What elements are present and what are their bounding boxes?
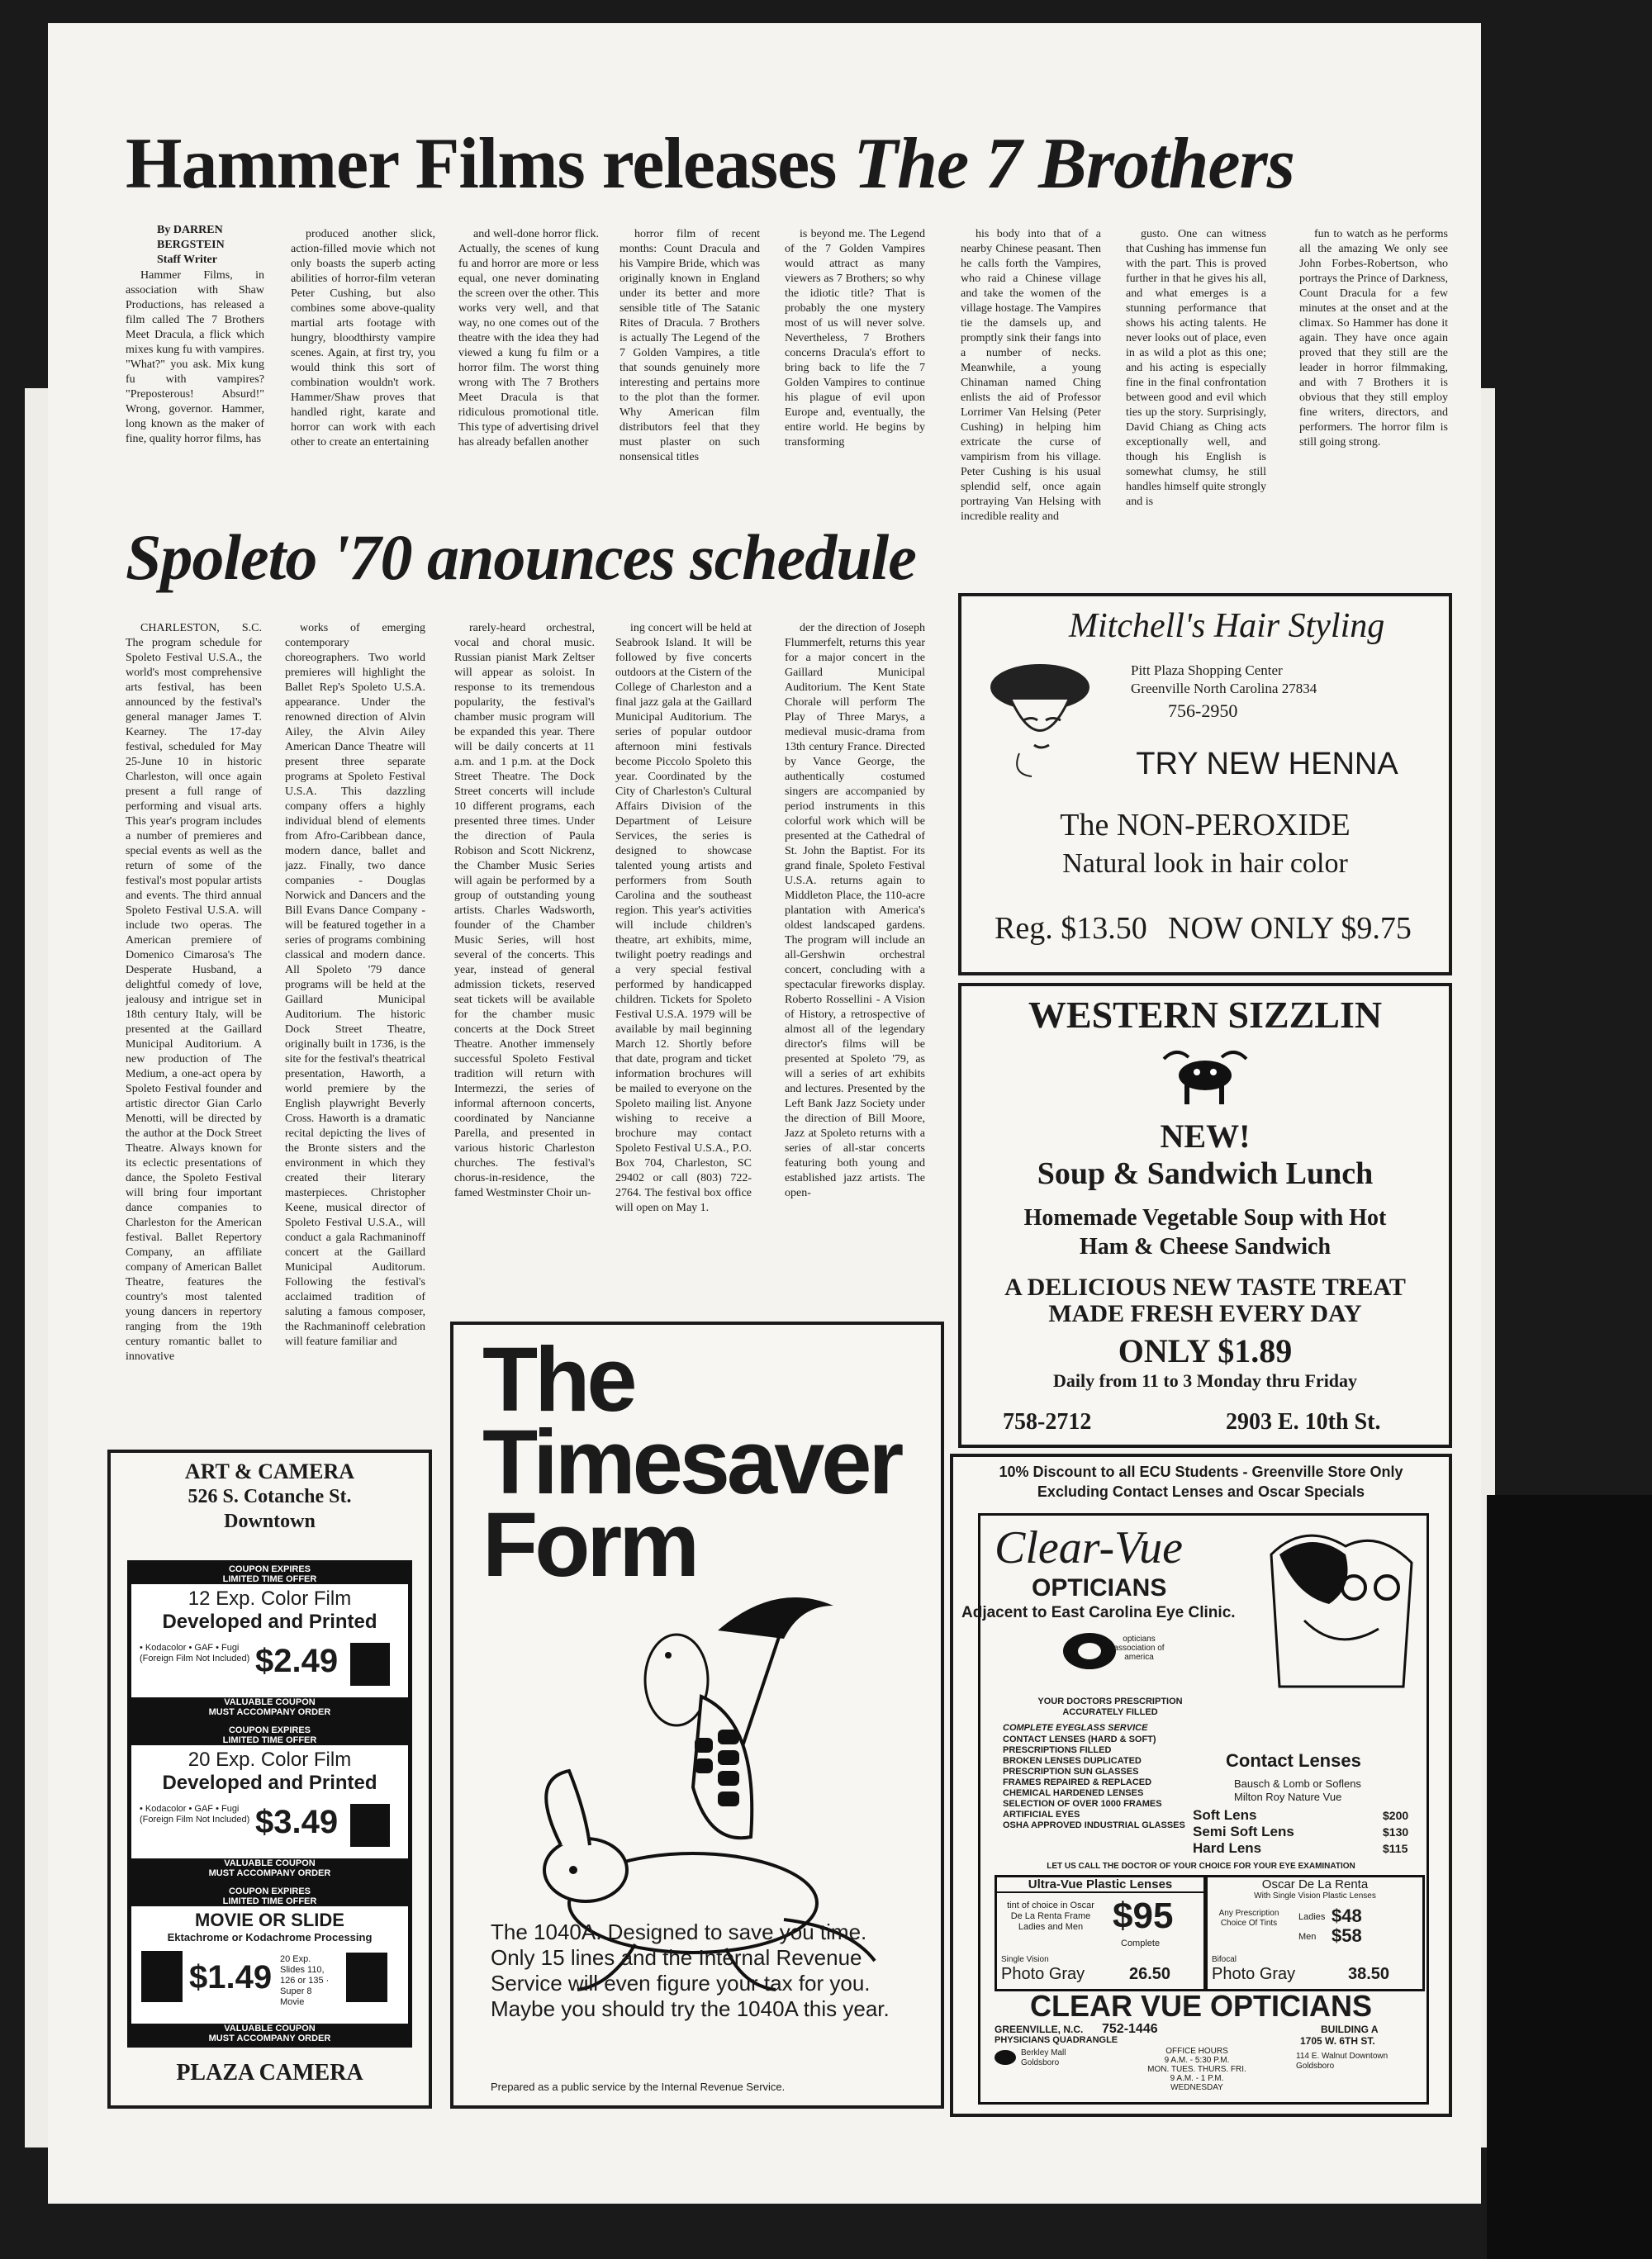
clearvue-building: BUILDING A — [1321, 2024, 1379, 2035]
service-item: BROKEN LENSES DUPLICATED — [1003, 1756, 1142, 1766]
camera-location: Downtown — [224, 1511, 316, 1532]
bifocal-label: Bifocal — [1212, 1955, 1237, 1964]
ultra-desc: tint of choice in Oscar De La Renta Frame Ladies and Men — [1007, 1901, 1094, 1932]
clearvue-logo: Clear-Vue — [995, 1522, 1183, 1573]
couple-glasses-illustration — [1255, 1521, 1420, 1695]
coupon-limited: LIMITED TIME OFFER — [131, 1896, 408, 1906]
coupon-price: $3.49 — [255, 1804, 339, 1840]
coupon-limited: LIMITED TIME OFFER — [131, 1735, 408, 1745]
clearvue-phone: 752-1446 — [1102, 2022, 1158, 2036]
clearvue-rx-1: YOUR DOCTORS PRESCRIPTION — [1037, 1697, 1183, 1706]
coupon-title: 20 Exp. Color Film — [188, 1749, 352, 1771]
irs-footer: Prepared as a public service by the Internal Revenue Service. — [491, 2081, 786, 2093]
clearvue-hard: Hard Lens — [1193, 1840, 1262, 1856]
western-item-2: Ham & Cheese Sandwich — [1079, 1234, 1332, 1260]
western-new: NEW! — [1160, 1118, 1251, 1155]
service-item: CHEMICAL HARDENED LENSES — [1003, 1788, 1144, 1798]
coupon-limited: LIMITED TIME OFFER — [131, 1574, 408, 1584]
clearvue-brands-1: Bausch & Lomb or Soflens — [1234, 1777, 1361, 1790]
coupon-12-exp[interactable] — [127, 1560, 412, 1721]
clearvue-contact-title: Contact Lenses — [1226, 1750, 1361, 1771]
single-vision-label: Single Vision — [1001, 1955, 1049, 1964]
service-item: OSHA APPROVED INDUSTRIAL GLASSES — [1003, 1820, 1185, 1830]
oscar-men: Men — [1298, 1932, 1317, 1942]
hours-line: 9 A.M. - 5:30 P.M. — [1164, 2056, 1230, 2065]
clearvue-footer-name: CLEAR VUE OPTICIANS — [1029, 1989, 1373, 2023]
coupon-accompany: MUST ACCOMPANY ORDER — [131, 1868, 408, 1878]
article2-col-2: works of emerging contemporary choreographers. Two world premieres will highlight the Ballet Rep's Spoleto U.S.A. appearance. Under the renowned direction of Alvin Ailey, the Alvin Ailey American Dance Theatre will present three separate programs at Spoleto Festival U.S.A. This dazzling company offers a highly individual blend of elements from Afro-Caribbean dance, modern dance, ballet and jazz. Finally, two dance companies - Douglas Norwick and Dancers and the Bill Evans Dance Company - will be featured together in a series of programs combining classical and modern dance. All Spoleto '79 dance programs will be held at the Gaillard Municipal Auditorium. The historic Dock Street Theatre, originally built in 1736, is the site for the festival's theatrical presentation, Haworth, a world premiere by the English playwright Beverly Cross. Haworth is a dramatic recital depicting the lives of the Bronte sisters and the environment in which they created their literary masterpieces. Christopher Keene, musical director of Spoleto Festival U.S.A., will conduct a gala Rachmaninoff concert at the Gaillard Municipal Auditorum. Following the festival's acclaimed tradition of saluting a famous composer, the Rachmaninoff celebration will feature familiar and — [285, 622, 425, 1348]
mitchells-name: Mitchell's Hair Styling — [1069, 607, 1385, 645]
mitchells-regular-price: Reg. $13.50 — [995, 911, 1147, 946]
film-box-icon — [350, 1643, 390, 1686]
coupon-subtitle: Ektachrome or Kodachrome Processing — [167, 1931, 373, 1943]
irs-title-2: Timesaver — [482, 1412, 901, 1513]
film-box-icon — [350, 1804, 390, 1847]
ultra-vue-box — [995, 1875, 1206, 1991]
service-item: PRESCRIPTION SUN GLASSES — [1003, 1767, 1139, 1777]
ultra-complete: Complete — [1121, 1939, 1161, 1948]
coupon-expires: COUPON EXPIRES — [131, 1886, 408, 1896]
clearvue-exclusion: Excluding Contact Lenses and Oscar Specials — [1037, 1483, 1365, 1500]
article1-col-3: and well-done horror flick. Actually, the scenes of kung fu and horror are more or less equal, one never dominating the screen over the other. This works very well, and that way, no one comes out of the theatre with the idea they had viewed a kung fu film or a horror film. The worst thing wrong with The 7 Brothers Meet Dracula is that ridiculous promotional title. This type of advertising drivel has already befallen another — [458, 228, 599, 448]
camera-footer: PLAZA CAMERA — [176, 2060, 363, 2086]
service-item: FRAMES REPAIRED & REPLACED — [1003, 1777, 1152, 1787]
clearvue-soft: Soft Lens — [1193, 1807, 1257, 1823]
western-tagline-1: A DELICIOUS NEW TASTE TREAT — [1004, 1274, 1406, 1301]
irs-timesaver-ad — [450, 1322, 944, 2109]
western-phone: 758-2712 — [1003, 1409, 1092, 1435]
camera-address: 526 S. Cotanche St. — [188, 1486, 352, 1507]
clear-vue-ad — [950, 1454, 1452, 2117]
article1-col-4: horror film of recent months: Count Dracula and his Vampire Bride, which was originally known in England under its better and more sensible title of The Satanic Rites of Dracula. 7 Brothers is actually The Legend of the 7 Golden Vampires, a title that sounds genuinely more interesting and pertains more to the plot than the former. Why American film distributors feel that they must plaster on such nonsensical titles — [620, 228, 760, 463]
coupon-accompany: MUST ACCOMPANY ORDER — [131, 2034, 408, 2043]
mitchells-sale-price: NOW ONLY $9.75 — [1168, 911, 1412, 946]
bifocal-price: 38.50 — [1348, 1965, 1390, 1983]
clearvue-soft-price: $200 — [1383, 1809, 1409, 1822]
berkley-logo-icon — [995, 2050, 1016, 2065]
coupon-movie-slide[interactable] — [127, 1882, 412, 2048]
woman-portrait-icon — [986, 654, 1094, 778]
coupon-valuable: VALUABLE COUPON — [131, 1858, 408, 1868]
mitchells-non-peroxide: The NON-PEROXIDE — [1060, 808, 1351, 842]
oscar-box — [1205, 1875, 1425, 1991]
western-name: WESTERN SIZZLIN — [1028, 994, 1383, 1036]
dark-scan-edge — [1487, 1495, 1652, 2259]
coupon-title: 12 Exp. Color Film — [188, 1587, 352, 1610]
mitchells-natural: Natural look in hair color — [1062, 848, 1348, 879]
hours-line: 9 A.M. - 1 P.M. — [1170, 2074, 1224, 2083]
article1-col-5: is beyond me. The Legend of the 7 Golden Vampires would attract as many viewers as 7 Brothers; so why the idiotic title? That is probably the one mystery most of us will never solve. Nevertheless, 7 Brothers concerns Dracula's effort to bring back to life the 7 Golden Vampires to continue his plague of evil upon Europe and, eventually, the entire world. He begins by transforming — [785, 228, 925, 448]
clearvue-semi: Semi Soft Lens — [1193, 1824, 1294, 1839]
article2-headline: Spoleto '70 anounces schedule — [126, 521, 916, 593]
steer-icon — [1160, 1042, 1251, 1108]
oscar-sub: With Single Vision Plastic Lenses — [1254, 1891, 1376, 1901]
clearvue-discount: 10% Discount to all ECU Students - Greenville Store Only — [999, 1464, 1403, 1480]
clearvue-hard-price: $115 — [1383, 1842, 1408, 1855]
article1-headline: Hammer Films releases The 7 Brothers — [126, 124, 1295, 204]
clearvue-walnut: 114 E. Walnut Downtown Goldsboro — [1296, 2052, 1389, 2071]
hours-line: WEDNESDAY — [1170, 2083, 1223, 2092]
irs-body: The 1040A. Designed to save you time. Only 15 lines and the Internal Revenue Service will even figure your tax for you. Maybe you should try the 1040A this year. — [491, 1920, 890, 2021]
oscar-ladies: Ladies — [1298, 1912, 1326, 1922]
western-title: Soup & Sandwich Lunch — [1037, 1156, 1374, 1191]
article1-col-2: produced another slick, action-filled movie which not only boasts the superb acting abilities of horror-film veteran Peter Cushing, but also combines some above-quality martial arts footage with hungry, bloodthirsty vampire scenes. Again, at first try, you would think this sort of combination wouldn't work. Hammer/Shaw proves that handled right, karate and horror can work with each other to create an entertaining — [291, 228, 435, 448]
slide-box-icon — [346, 1953, 387, 2002]
clearvue-opticians: OPTICIANS — [1032, 1574, 1167, 1602]
article1-col-7: gusto. One can witness that Cushing has immense fun with the part. This is proved further in that he gives his all, and what emerges is a stunning performance that shows his acting talents. He never looks out of place, even in as wild a plot as this one; and his acting is especially fine in the final confrontation between good and evil which ties up the story. Surprisingly, David Chiang as Ching acts exceptionally well, and though his English is somewhat clumsy, he still handles himself quite strongly and is — [1126, 228, 1266, 508]
clearvue-street: 1705 W. 6TH ST. — [1300, 2035, 1375, 2047]
article1-col-6: his body into that of a nearby Chinese peasant. Then he calls forth the Vampires, who raid a Chinese village and take the women of the village hostage. The Vampires tie the damsels up, and promptly sink their fangs into a number of necks. Meanwhile, a young Chinaman named Ching enlists the aid of Professor Lorrimer Van Helsing (Peter Cushing) in helping him extricate the curse of vampirism from his village. Peter Cushing is his usual splendid self, once again portraying Van Helsing with incredible reality and — [961, 228, 1101, 523]
irs-title-3: Form — [482, 1494, 696, 1596]
clearvue-greenville: GREENVILLE, N.C. — [995, 2024, 1084, 2035]
service-item: ARTIFICIAL EYES — [1003, 1810, 1080, 1820]
western-item-1: Homemade Vegetable Soup with Hot — [1023, 1205, 1387, 1231]
ultra-title: Ultra-Vue Plastic Lenses — [997, 1877, 1203, 1893]
coupon-valuable: VALUABLE COUPON — [131, 2024, 408, 2034]
clearvue-semi-price: $130 — [1383, 1825, 1409, 1839]
mitchells-ad — [958, 593, 1452, 975]
clearvue-berkley: Berkley Mall Goldsboro — [1021, 2048, 1066, 2067]
clearvue-call: LET US CALL THE DOCTOR OF YOUR CHOICE FOR YOUR EYE EXAMINATION — [1047, 1862, 1355, 1871]
service-item: PRESCRIPTIONS FILLED — [1003, 1745, 1112, 1755]
coupon-items: 20 Exp. Slides 110, 126 or 135 · Super 8 Movie — [280, 1954, 330, 2007]
oscar-title: Oscar De La Renta — [1261, 1877, 1369, 1891]
coupon-subtitle: Developed and Printed — [162, 1611, 377, 1633]
mitchells-address-1: Pitt Plaza Shopping Center — [1131, 662, 1283, 678]
coupon-items: • Kodacolor • GAF • Fugi (Foreign Film Not Included) — [140, 1804, 250, 1825]
mitchells-henna: TRY NEW HENNA — [1136, 747, 1398, 781]
film-reel-icon — [141, 1951, 183, 2002]
oscar-rx: Any Prescription Choice Of Tints — [1218, 1909, 1279, 1928]
coupon-price: $2.49 — [255, 1643, 339, 1679]
article2-col-1: CHARLESTON, S.C. The program schedule for Spoleto Festival U.S.A., the world's most comprehensive arts festival, has been announced by the festival's general manager James T. Kearney. The 17-day festival, scheduled for May 25-June 10 in historic Charleston, will once again present a full range of performing and visual arts. This year's program includes a number of premieres and special events as well as the return of some of the festival's most popular artists and events. The third annual Spoleto Festival U.S.A. will include two operas. The American premiere of Domenico Cimarosa's The Desperate Husband, a delightful comedy of love, jealousy and intrigue set in 18th century Italy, will be presented at the Gaillard Municipal Auditorium. A new production of The Medium, a one-act opera by Spoleto Festival founder and artistic director Gian Carlo Menotti, will be directed by the author at the Dock Street Theatre. Always known for its eclectic presentations of dance, the Spoleto Festival will bring four important dance companies to Charleston for the American festival. Ballet Repertory Company, an affiliate company of American Ballet Theatre, features the country's most talented young dancers in repertory ranging from the 19th century romantic ballet to innovative — [126, 622, 262, 1363]
mitchells-phone: 756-2950 — [1168, 700, 1238, 721]
opticians-association-text: opticians association of america — [1113, 1635, 1165, 1662]
mitchells-address-2: Greenville North Carolina 27834 — [1131, 681, 1317, 696]
hours-title: OFFICE HOURS — [1165, 2047, 1228, 2056]
coupon-valuable: VALUABLE COUPON — [131, 1697, 408, 1707]
western-sizzlin-ad — [958, 983, 1452, 1448]
service-item: CONTACT LENSES (HARD & SOFT) — [1003, 1735, 1156, 1744]
western-address: 2903 E. 10th St. — [1226, 1409, 1381, 1435]
clearvue-rx-2: ACCURATELY FILLED — [1062, 1707, 1158, 1717]
clearvue-adjacent: Adjacent to East Carolina Eye Clinic. — [961, 1604, 1236, 1621]
hours-line: MON. TUES. THURS. FRI. — [1147, 2065, 1246, 2074]
clearvue-brands-2: Milton Roy Nature Vue — [1234, 1791, 1342, 1803]
clearvue-hours — [1131, 2047, 1263, 2092]
camera-name: ART & CAMERA — [184, 1459, 355, 1483]
clearvue-quadrangle: PHYSICIANS QUADRANGLE — [995, 2035, 1118, 2045]
clearvue-service-title: COMPLETE EYEGLASS SERVICE — [1003, 1723, 1148, 1733]
article2-col-3: rarely-heard orchestral, vocal and choral music. Russian pianist Mark Zeltser will appear as soloist. In response to its tremendous popularity, the festival's chamber music program will be expanded this year. There will be daily concerts at 11 a.m. and 1 p.m. at the Dock Street Theatre. The Dock Street concerts will include 10 different programs, each presented three times. Under the direction of Paula Robison and Scott Nickrenz, the Chamber Music Series will again be performed by a group of outstanding young artists. Charles Wadsworth, founder of the Chamber Music Series, will host several of the concerts. This year, instead of general admission tickets, reserved seat tickets will be available for the chamber music concerts at the Dock Street Theatre. Another immensely successful Spoleto Festival tradition will return with Intermezzi, the series of informal afternoon concerts, coordinated by Nancianne Parella, and presented in various historic Charleston churches. The festival's chorus-in-residence, the famed Westminster Choir un- — [454, 622, 595, 1199]
article1-col-1: Hammer Films, in association with Shaw Productions, has released a film called The 7 Brothers Meet Dracula, a flick which mixes kung fu with vampires. "What?" you ask. Mix kung fu with vampires? "Preposterous! Absurd!" Wrong, governor. Hammer, long known as the maker of fine, quality horror films, has — [126, 269, 264, 445]
bifocal-photogray: Photo Gray — [1212, 1965, 1296, 1983]
service-item: SELECTION OF OVER 1000 FRAMES — [1003, 1799, 1162, 1809]
single-vision-price: 26.50 — [1129, 1965, 1171, 1983]
coupon-expires: COUPON EXPIRES — [131, 1564, 408, 1574]
coupon-accompany: MUST ACCOMPANY ORDER — [131, 1707, 408, 1717]
ultra-price: $95 — [1113, 1896, 1174, 1936]
coupon-items: • Kodacolor • GAF • Fugi (Foreign Film Not Included) — [140, 1643, 250, 1663]
irs-title-1: The — [482, 1329, 634, 1431]
western-hours: Daily from 11 to 3 Monday thru Friday — [1052, 1370, 1358, 1391]
coupon-20-exp[interactable] — [127, 1721, 412, 1882]
coupon-expires: COUPON EXPIRES — [131, 1725, 408, 1735]
article2-col-4: ing concert will be held at Seabrook Island. It will be followed by five concerts outdoors at the Cistern of the College of Charleston and a final jazz gala at the Gaillard Municipal Auditorium. The series of popular outdoor afternoon mini festivals become Piccolo Spoleto this year. Coordinated by the City of Charleston's Cultural Affairs Division of the Department of Leisure Services, the series is designed to showcase talented young artists and performers from South Carolina and the southeast region. This year's activities will include children's theatre, art exhibits, mime, twilight poetry readings and a very special festival performed by handicapped children. Tickets for Spoleto Festival U.S.A. 1979 will be available by mail beginning March 12. Shortly before that date, program and ticket information brochures will be mailed to everyone on the Spoleto mailing list. Anyone wishing to receive a brochure may contact Spoleto Festival U.S.A., P.O. Box 704, Charleston, SC 29402 or call (803) 722-2764. The festival box office will open on May 1. — [615, 622, 752, 1214]
oscar-men-price: $58 — [1332, 1925, 1362, 1946]
art-camera-ad — [107, 1450, 432, 2109]
article1-col-8: fun to watch as he performs all the amazing We only see John Forbes-Robertson, who portrays the Prince of Darkness, Count Dracula for a few minutes at the onset and at the climax. So Hammer has done it again. They have once again proved that they still are the leader in horror filmmaking, and with 7 Brothers it is obvious that they still employ fine writers, directors, and performers. The horror film is still going strong. — [1299, 228, 1448, 448]
western-price: ONLY $1.89 — [1118, 1332, 1293, 1369]
coupon-price: $1.49 — [189, 1959, 273, 1996]
coupon-subtitle: Developed and Printed — [162, 1772, 377, 1794]
oscar-ladies-price: $48 — [1332, 1905, 1362, 1926]
western-tagline-2: MADE FRESH EVERY DAY — [1048, 1300, 1362, 1327]
article1-byline: By DARREN BERGSTEIN Staff Writer — [157, 224, 225, 266]
coupon-title: MOVIE OR SLIDE — [195, 1910, 344, 1930]
article2-col-5: der the direction of Joseph Flummerfelt, returns this year for a major concert in the Gaillard Municipal Auditorium. The Kent State Chorale will perform The Play of Three Marys, a medieval music-drama from 13th century France. Directed by Vance George, the authentically costumed singers are accompanied by period instruments in this colorful work which will be presented at the Cathedral of St. John the Baptist. For its grand finale, Spoleto Festival U.S.A. returns again to Middleton Place, the 110-acre plantation with America's oldest landscaped gardens. The program will include an all-Gershwin orchestral concert, concluding with a spectacular fireworks display. Roberto Rossellini - A Vision of History, a retrospective of almost all of the legendary director's films will be presented at Spoleto '79, as will a series of art exhibits and lectures. Presented by the Left Bank Jazz Society under the direction of Bill Moore, Jazz at Spoleto returns with a series of all-star concerts featuring both young and established jazz artists. The open- — [785, 622, 925, 1199]
photogray-label: Photo Gray — [1001, 1965, 1085, 1983]
